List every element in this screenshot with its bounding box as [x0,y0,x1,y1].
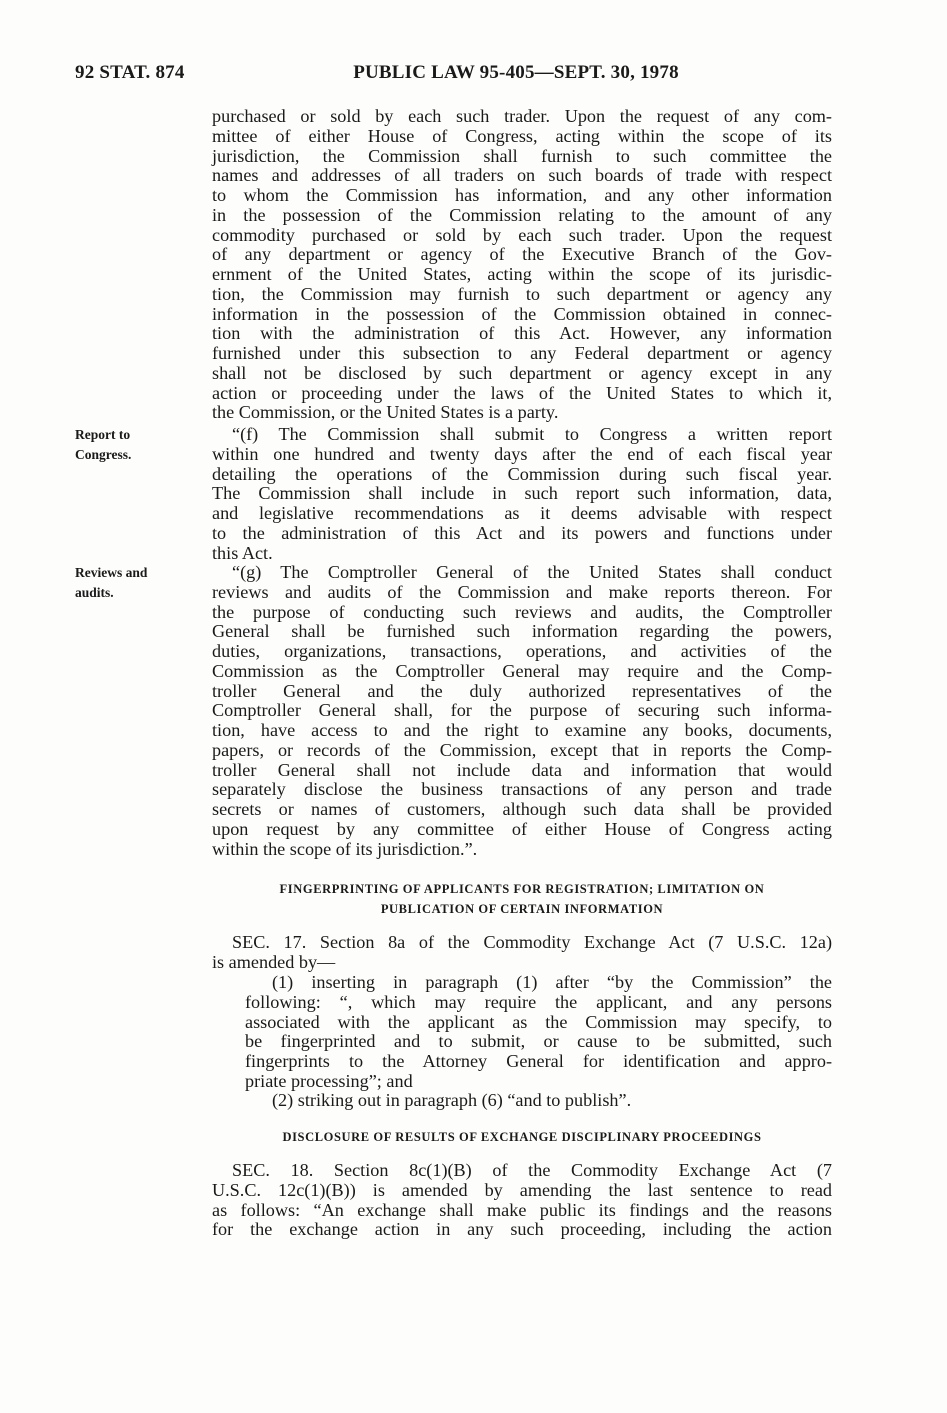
text-line: priate processing”; and [245,1070,413,1091]
page-citation: 92 STAT. 874 [75,62,185,83]
text-line: upon request by any committee of either House of Congress acting [212,818,832,839]
text-line: The Commission shall include in such report such information, data, [212,483,832,504]
text-line: tion, the Commission may furnish to such department or agency any [212,283,832,304]
text-line: mittee of either House of Congress, acting within the scope of its [212,125,832,146]
text-line: duties, organizations, transactions, operations, and activities of the [212,641,832,661]
text-line: Comptroller General shall, for the purpose of securing such informa- [212,700,832,721]
text-line: information in the possession of the Commission obtained in connec- [212,303,832,324]
section-17-text [212,933,832,973]
text-line: the purpose of conducting such reviews and audits, the Comptroller [212,601,832,622]
text-line: SEC. 17. Section 8a of the Commodity Exchange Act (7 U.S.C. 12a) [232,932,832,952]
text-line: “(f) The Commission shall submit to Congress a written report [232,424,832,444]
text-line: detailing the operations of the Commission during such fiscal year. [212,463,832,484]
text-line: shall not be disclosed by such department or agency except in any [212,362,832,383]
text-line: action or proceeding under the laws of the United States to which it, [212,382,832,403]
text-line: separately disclose the business transactions of any person and trade [212,779,832,800]
text-line: (1) inserting in paragraph (1) after “by the Commission” the [272,972,832,992]
text-line: Commission as the Comptroller General may require and the Comp- [212,660,832,681]
text-line: for the exchange action in any such proceeding, including the action [212,1219,832,1240]
text-line: (2) striking out in paragraph (6) “and to publish”. [272,1090,632,1110]
text-line: commodity purchased or sold by each such trader. Upon the request [212,224,832,245]
margin-note-line: Reviews and [75,565,148,580]
text-line: tion with the administration of this Act. However, any information [212,323,832,344]
text-line: to whom the Commission has information, and any other information [212,185,832,205]
text-line: PUBLICATION OF CERTAIN INFORMATION [380,902,664,916]
text-line: jurisdiction, the Commission shall furnish to such committee the [212,145,832,166]
text-line: as follows: “An exchange shall make public its findings and the reasons [212,1199,832,1220]
text-line: is amended by— [212,951,336,972]
section-18-heading [212,1127,832,1147]
text-line: reviews and audits of the Commission and make reports thereon. For [212,581,832,602]
text-line: papers, or records of the Commission, except that in reports the Comp- [212,739,832,760]
text-line: this Act. [212,542,273,563]
paragraph-f [212,425,832,563]
margin-note-report-to-congress [75,425,131,464]
section-17-item-1 [212,973,832,1092]
text-line: of any department or agency of the Executive Branch of the Gov- [212,244,832,265]
section-17-heading [212,879,832,919]
text-line: ernment of the United States, acting within the scope of its jurisdic- [212,264,832,284]
section-18-text [212,1161,832,1240]
text-line: to the administration of this Act and its powers and functions under [212,522,832,543]
text-line: within one hundred and twenty days after the end of each fiscal year [212,443,832,464]
text-line: in the possession of the Commission relating to the amount of any [212,204,832,225]
running-header: PUBLIC LAW 95-405—SEPT. 30, 1978 [353,62,679,83]
text-line: names and addresses of all traders on such boards of trade with respect [212,165,832,186]
paragraph-e-continuation [212,107,832,423]
text-line: purchased or sold by each such trader. Upon the request of any com- [212,106,832,126]
text-line: be fingerprinted and to submit, or cause to be submitted, such [245,1031,832,1052]
text-line: U.S.C. 12c(1)(B)) is amended by amending the last sentence to read [212,1179,832,1200]
text-line: the Commission, or the United States is a party. [212,402,559,423]
text-line: tion, have access to and the right to examine any books, documents, [212,720,832,740]
margin-note-line: audits. [75,584,114,600]
margin-note-line: Congress. [75,446,132,462]
text-line: secrets or names of customers, although such data shall be provided [212,799,832,819]
text-line: associated with the applicant as the Commission may specify, to [245,1011,832,1032]
text-line: and legislative recommendations as it deems advisable with respect [212,503,832,523]
margin-note-line: Report to [75,427,131,442]
text-line: General shall be furnished such information regarding the powers, [212,621,832,642]
text-line: following: “, which may require the applicant, and any persons [245,991,832,1012]
text-line: SEC. 18. Section 8c(1)(B) of the Commodity Exchange Act (7 [232,1160,832,1180]
text-line: FINGERPRINTING OF APPLICANTS FOR REGISTRATION; LIMITATION ON [279,882,765,896]
text-line: fingerprints to the Attorney General for identification and appro- [245,1051,832,1071]
text-line: troller General shall not include data and information that would [212,759,832,780]
text-line: within the scope of its jurisdiction.”. [212,838,478,859]
section-17-item-2 [212,1091,832,1111]
margin-note-reviews-and-audits [75,563,147,602]
text-line: furnished under this subsection to any Federal department or agency [212,343,832,363]
text-line: troller General and the duly authorized representatives of the [212,680,832,701]
text-line: DISCLOSURE OF RESULTS OF EXCHANGE DISCIPLINARY PROCEEDINGS [282,1130,762,1144]
text-line: “(g) The Comptroller General of the United States shall conduct [232,562,832,582]
paragraph-g [212,563,832,859]
